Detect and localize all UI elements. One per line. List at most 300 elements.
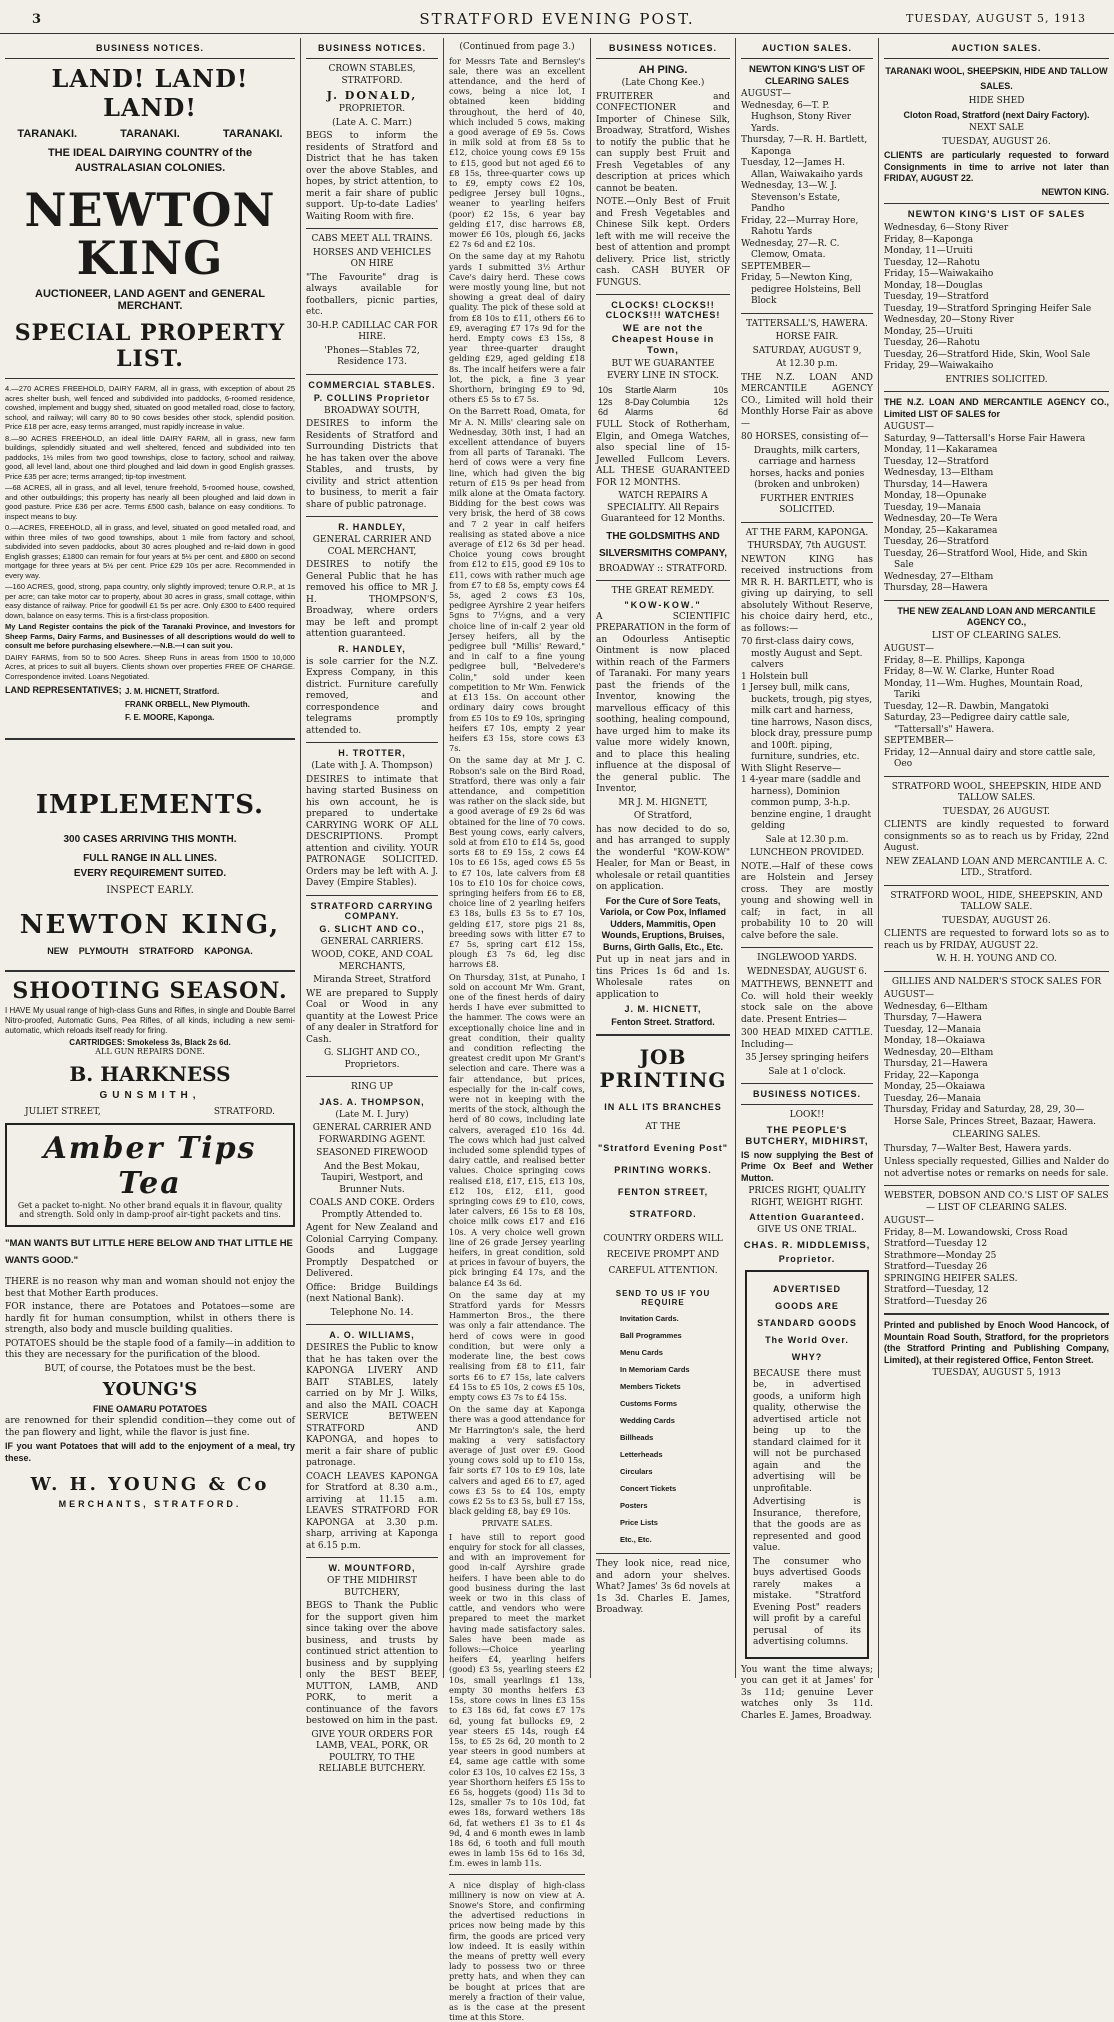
shooting-season-title: SHOOTING SEASON. [12,978,288,1004]
coals-coke: COALS AND COKE. Orders Promptly Attended to. [309,1198,435,1220]
advertised-goods-body: BECAUSE there must be, in advertised goods, a uniform high quality, otherwise the advertised article not being up to the standard claimed for it will not be purchased again and the advertising will be unprofitable. [753,1368,861,1494]
middlemiss-name: CHAS. R. MIDDLEMISS, [743,1239,871,1251]
fenton-street-address: FENTON STREET, [617,1187,709,1197]
give-orders: GIVE YOUR ORDERS FOR LAMB, VEAL, PORK, OR POULTRY, TO THE RELIABLE BUTCHERY. [311,1729,433,1774]
thursday-date: THURSDAY, 7th AUGUST. [747,541,867,551]
office-address: Office: Bridge Buildings (next National Bank). [306,1282,438,1304]
sale-entry: Tuesday, 19—Stratford [884,292,989,302]
of-stratford: Of Stratford, [633,811,693,821]
stratford-town: STRATFORD. [213,1107,275,1117]
entries-solicited: ENTRIES SOLICITED. [945,374,1048,385]
phones: 'Phones—Stables 72, Residence 173. [324,345,420,367]
property-listing: —68 ACRES, all in grass, and all level, tenure freehold, 5-roomed house, cowshed, and other outbuildings; this property has nearly all been ploughed and laid down in good pasture. Price £36 per acre. Terms £500 cash, balance on easy conditions. To inspect means to buy. [5,483,295,521]
cadillac-car: 30-H.P. CADILLAC CAR FOR HIRE. [306,320,438,342]
sale-entry: Tuesday, 26—Stratford Hide, Skin, Wool Sale [884,349,1091,360]
sale-entry: Monday, 18—Opunake [884,491,987,501]
private-sales-heading: PRIVATE SALES. [481,1518,553,1529]
clocks-headline: CLOCKS! CLOCKS!! CLOCKS!!! WATCHES! [605,300,721,320]
collins-body: DESIRES to inform the Residents of Stratford and Surrounding Districts that he has taken over the above Stables, and trusts, by civility and strict attention to business, to merit a fair share of public patronage. [306,419,438,510]
sale-report: On the same day at my Rahotu yards I submitted 3½ Arthur Cave's dairy herd. These cows were mostly young line, but not showing a great deal of dairy quality. The pick of these sold at from £8 10s to £11, others £6 to £9, averaging £7 17s 9d for the herd. Empty cows £3 15s, 8 year three-quarter draught gelding £29, aged gelding £18 8s. The incalf heifers were a fair lot, the pick, a fine 3 year Shorthorn, bringing £9 to 9d, others £5 5s to £7 5s. [449,251,585,405]
rep-name: J. M. HICNETT, Stratford. [125,687,220,696]
potato-paragraph: IF you want Potatoes that will add to the enjoyment of a meal, try these. [5,1441,295,1463]
sale-entry: Thursday, 21—Hawera [884,1059,988,1069]
horse-fair: HORSE FAIR. [775,332,839,342]
farm-kaponga: AT THE FARM, KAPONGA. [745,527,869,538]
advertised-goods-title: ADVERTISED GOODS ARE STANDARD GOODS The World Over. WHY? [757,1283,857,1362]
column-3 [444,38,590,2022]
sale-entry: Tuesday, 12—James H. Allan, Waiwakaiho yards [741,158,863,180]
sale-entry: Friday, 8—W. W. Clarke, Hunter Road [884,667,1055,677]
implements-title: IMPLEMENTS. [35,790,265,820]
clients-notice: CLIENTS are particularly requested to forward Consignments in time to arrive not later than FRIDAY, AUGUST 22. [884,150,1109,183]
webster-dobson-title: WEBSTER, DOBSON AND CO.'S LIST OF SALES— LIST OF CLEARING SALES. [884,1191,1109,1213]
at-the: AT THE [645,1121,681,1132]
sale-entry: Monday, 18—Okaiawa [884,1036,986,1046]
bartlett-item: 1 Holstein bull [741,671,809,682]
ahping-note: NOTE.—Only Best of Fruit and Fresh Vegetables and Chinese Silk kept. Orders left with me will receive the best of attention and prompt delivery. Price list, strictly cash. CASH BUYER OF FUNGUS. [596,197,730,288]
gunsmith: GUNSMITH, [99,1090,201,1101]
gun-repairs: ALL GUN REPAIRS DONE. [95,1047,205,1056]
issue-date: TUESDAY, AUGUST 5, 1913 [906,12,1086,25]
thompson-body: GENERAL CARRIER AND FORWARDING AGENT. [312,1123,432,1145]
ideal-country: THE IDEAL DAIRYING COUNTRY of the AUSTRALASIAN COLONIES. [47,147,253,174]
sale-1-oclock: Sale at 1 o'clock. [768,1066,846,1077]
printer-imprint: Printed and published by Enoch Wood Hancock, of Mountain Road South, Stratford, for the proprietors (the Stratford Printing and Publishing Company, Limited), at their registered Office, Fenton Street. [884,1320,1109,1365]
printing-item: Customs Forms [620,1399,678,1408]
ahping-late: (Late Chong Kee.) [621,78,705,88]
handley-sub: GENERAL CARRIER AND COAL MERCHANT, [312,535,432,557]
tuesday-26-august: TUESDAY, 26 AUGUST. [942,806,1051,817]
harkness-address [25,1107,275,1117]
ring-up: RING UP [351,1082,393,1092]
sale-entry: Saturday, 23—Pedigree dairy cattle sale, "Tattersall's" Hawera. [884,713,1070,735]
handley-body: DESIRES to notify the General Public that he has removed his office to MR J. H. THOMPSON'S, Broadway, where orders may be left and prompt attention guaranteed. [306,560,438,639]
property-listing: —160 ACRES, good, strong, papa country, only slightly improved; tenure O.R.P., at 1s per acre; can take motor car to property, about 30 acres in grass, small cottage, within easy distance of railway. Price for goodwill £1 5s per acre. Only £300 to £400 required down, balance on easy terms. This is a first-class proposition. [5,582,295,620]
gillies-nalder-title: GILLIES AND NALDER'S STOCK SALES FOR [891,976,1102,987]
kowkow-putup: Put up in neat jars and in tins Prices 1s 6d and 1s. Wholesale rates on application to [596,955,730,1000]
sale-entry: Thursday, 7—R. H. Bartlett, Kaponga [741,135,868,157]
millinery-notice: A nice display of high-class millinery is now on view at A. Snowe's Store, and confirming the advertised reductions in prices now being made by this firm, the goods are priced very low indeed. It is easily within the means of pretty well every lady to possess two or three pretty hats, and when they can be bought at prices that are merely a fraction of their value, as is the case at the present time at this Store. [449,1879,585,2022]
crown-stables: CROWN STABLES, STRATFORD. [328,64,416,86]
donald-name: J. DONALD, [326,89,418,102]
alarm-price-table [596,384,730,418]
slicht-name: G. SLICHT AND CO., [319,923,425,934]
bartlett-item: 1 4-year mare (saddle and harness), Dominion common pump, 3-h.p. benzine engine, 1 draught gelding [741,775,872,831]
reps-label: LAND REPRESENTATIVES; [5,685,122,695]
dairy-farms: DAIRY FARMS, from 50 to 500 Acres. Sheep Runs in areas from 1500 to 10,000 Acres, at prices to suit all buyers. Clients shown over properties FREE OF CHARGE. Correspondence invited. Loans Negotiated. [5,652,295,681]
advertised-goods-body: The consumer who buys advertised Goods rarely makes a mistake. "Stratford Evening Post" readers will profit by a careful perusal of its advertising columns. [753,1556,861,1647]
potato-paragraph: are renowned for their splendid condition—they come out of the pan flowery and light, while the flavor is just fine. [5,1416,295,1438]
sale-entry: Monday, 25—Okaiawa [884,1082,986,1092]
clients-forward: CLIENTS are requested to forward lots so as to reach us by FRIDAY, AUGUST 22. [884,929,1109,951]
trotter-late: (Late with J. A. Thompson) [311,761,433,771]
column-5 [736,38,878,1721]
tuesday-26: TUESDAY, AUGUST 26. [942,136,1051,147]
sale-entry: Stratford—Tuesday 26 [884,1296,988,1307]
peoples-butchery: THE PEOPLE'S BUTCHERY, MIDHIRST, [745,1124,869,1147]
trotter-name: H. TROTTER, [338,748,406,758]
potato-paragraph: BUT, of course, the Potatoes must be the best. [44,1363,256,1374]
alarm-price: 10s [713,385,728,395]
sale-entry: SPRINGING HEIFER SALES. [884,1273,1018,1284]
not-cheapest: WE are not the Cheapest House in Town, [611,323,715,356]
advertised-goods-body: Advertising is Insurance, therefore, that the goods are as represented and good value. [753,1497,861,1553]
matthews-body: MATTHEWS, BENNETT and Co. will hold their weekly stock sale on the above date. Present Entries— [741,980,873,1025]
advertised-goods-box [745,1270,869,1659]
sale-entry: Friday, 22—Kaponga [884,1070,979,1081]
alarm-price: 12s 6d [713,397,728,417]
sale-entry: Thursday, 28—Hawera [884,583,988,593]
next-sale: NEXT SALE [969,123,1024,133]
mountford-name: W. MOUNTFORD, [328,1563,416,1573]
telephone: Telephone No. 14. [330,1307,414,1318]
printing-item: Circulars [620,1467,653,1476]
saturday-date: SATURDAY, AUGUST 9, [752,345,862,356]
property-listing: 8.—90 ACRES FREEHOLD, an ideal little DAIRY FARM, all in grass, new farm buildings, splendidly situated and well sheltered, fenced and subdivided into ten paddocks, 1½ miles from two good townships, close to factory, school and railway, good, all level land, about one third ploughed and laid down in good English grasses. Price £35 per acre; terms arranged; tip-top investment. [5,433,295,481]
september-label: SEPTEMBER— [741,261,811,272]
business-notices-heading: BUSINESS NOTICES. [752,1089,861,1099]
newton-king-title: NEWTON KING [24,183,276,285]
cases-arriving: 300 CASES ARRIVING THIS MONTH. [63,834,237,845]
carrying-company: STRATFORD CARRYING COMPANY. [310,900,434,921]
midhirst-butchery: OF THE MIDHIRST BUTCHERY, [326,1576,418,1598]
newspaper-title: STRATFORD EVENING POST. [419,10,695,28]
sale-entry: Friday, 5—Newton King, pedigree Holsteins, Bell Block [741,273,861,306]
man-wants-headline: "MAN WANTS BUT LITTLE HERE BELOW AND THAT LITTLE HE WANTS GOOD." [5,1238,293,1266]
imprint-date: TUESDAY, AUGUST 5, 1913 [932,1368,1061,1378]
cattle-300: 300 HEAD MIXED CATTLE. Including— [741,1028,873,1050]
printing-item: Invitation Cards. [620,1314,679,1323]
stratford-wool-sale: STRATFORD WOOL, HIDE, SHEEPSKIN, AND TALLOW SALE. [890,890,1103,912]
hignett-body: has now decided to do so, and has arranged to supply the wonderful "KOW-KOW" Healer, for Man or Beast, in wholesale or retail quantities on application. [596,824,730,892]
springing-heifers: 35 Jersey springing heifers [745,1053,869,1063]
sale-report: for Messrs Tate and Bernsley's sale, there was an excellent attendance, and the herd of cows, being a nice lot, I obtained keen bidding throughout, the herd of 40, which included 5 cows, making a good average of £9 5s. Cows in milk sold at from £8 5s to £12, choice young cows £9 15s to £15, good but not aged £6 to £8 15s, three-quarter cows up to £9, empty cows £2 10s, pedigree Jersey bull 10gns., weaner to yearling heifers (poor) £2 15s, 6 year bay gelding £17, disc harrows £8, mower £6 10s, plough £6, jacks £2 7s 6d and £2 10s. [449,55,585,250]
proprietor: PROPRIETOR. [338,104,406,114]
potato-paragraph: THERE is no reason why man and woman should not enjoy the best that Mother Earth produces. [5,1277,295,1299]
page-number: 3 [32,12,42,27]
private-sales-body: I have still to report good enquiry for stock for all classes, and with an improvement for good in-calf Ayrshire grade heifers. I have been able to do good business during the last week or two in this class of cattle, and vendors who were prepared to meet the market having made satisfactory sales. Sales have been made as follows:—Choice yearling heifers £4, yearling heifers (good) £3 5s, yearling steers £2 10s, small yearlings £1 13s, empty 30 months heifers £3 15s, store cows in lines £3 15s to £3 18s 6d, fat cows £7 17s 6d, young fat bullocks £9, 2 year steers £5 14s, rough £4 15s, to £5 2s 6d, 20 month to 2 year steers in good numbers at £4, same age cattle with some color £3 10s, 10 calves £2 15s, 3 year Shorthorn heifers £5 15s to £6 5s, hoggets (good) 11s 3d to 12s, smaller 7s to 10s 10d, fat ewes 18s, forward wethers 18s 6d, fat wethers £1 3s to £1 4s 9d, 4 and 6 month ewes in lamb 18s 6d, 6 tooth and full mouth ewes in lamb 15s 6d to 16s 3d, f.m. ewes in lamb 11s. [449,1531,585,1869]
horses-80: 80 HORSES, consisting of— [741,432,869,442]
every-requirement: EVERY REQUIREMENT SUITED. [73,868,227,879]
rep-name: F. E. MOORE, Kaponga. [125,713,215,722]
thompson-late: (Late M. I. Jury) [335,1109,409,1120]
sale-entry: Tuesday, 12—Manaia [884,1024,981,1035]
sale-entry: Tuesday, 19—Stratford Springing Heifer Sale [884,303,1092,314]
sale-entry: AUGUST— [884,1216,935,1226]
alarm-row [596,384,730,396]
horses-on-hire: HORSES AND VEHICLES ON HIRE [312,247,432,269]
printing-item: Letterheads [620,1450,663,1459]
slicht-signature: G. SLIGHT AND CO., Proprietors. [323,1048,421,1070]
sale-entry: Thursday, 7—Hawera [884,1013,982,1023]
potato-paragraph: POTATOES should be the staple food of a family—in addition to this they are necessary for the purification of the blood. [5,1338,295,1360]
goldsmiths-address: BROADWAY :: STRATFORD. [598,563,728,574]
land-representatives [5,685,295,724]
tuesday-august-26: TUESDAY, AUGUST 26. [942,915,1051,926]
full-stock: FULL Stock of Rotherham, Elgin, and Omega Watches, also special line of 15-Jewelled Fullcom Levers. ALL THESE GUARANTEED FOR 12 MONTHS. [596,420,730,488]
sale-entry: Wednesday, 20—Te Wera [884,514,998,524]
kowkow-title: "KOW-KOW." [624,599,702,610]
sale-entry: Monday, 25—Kakaramea [884,525,998,536]
sale-entry: Thursday, Friday and Saturday, 28, 29, 30—Horse Sale, Princes Street, Bazaar, Hawera. [884,1105,1097,1127]
carrying-agent: Agent for New Zealand and Colonial Carrying Company. Goods and Luggage Promptly Despatched or Delivered. [306,1223,438,1279]
hide-shed: HIDE SHED [968,96,1025,106]
commercial-stables: COMMERCIAL STABLES. [308,379,436,390]
ahping-name: AH PING. [638,64,688,76]
cloton-road: Cloton Road, Stratford (next Dairy Factory). [903,109,1090,120]
sale-entry: Tuesday, 26—Stratford [884,537,989,547]
sale-entry: Tuesday, 12—Rahotu [884,257,980,268]
novels-notice: They look nice, read nice, and adorn your shelves. What? James' 3s 6d novels at 1s 3d. Charles E. James, Broadway. [596,1559,730,1615]
sale-entry: Wednesday, 27—R. C. Clemow, Omata. [741,238,840,260]
best-mokau: And the Best Mokau, Taupiri, Westport, and Brunner Nuts. [321,1161,423,1195]
young-and-co: W. H. H. YOUNG AND CO. [936,954,1057,964]
sale-entry: Stratford—Tuesday 26 [884,1262,988,1272]
property-listing: 0.—ACRES, FREEHOLD, all in grass, and level, situated on good metalled road, and within three miles of two good townships, about 1 mile from factory and school, subdivided into seven paddocks, about 30 acres ploughed and re-laid down in good English grasses; £1800 can remain for four years at 5½ per cent. and £800 on second mortgage for three years at 5½ per cent. Price £29 10s per acre. Recommended in every way. [5,523,295,580]
harkness-name: B. HARKNESS [69,1062,231,1086]
inspect-early: INSPECT EARLY. [106,885,194,896]
tattersalls: TATTERSALL'S, HAWERA. [746,318,868,329]
guarantee-line: BUT WE GUARANTEE EVERY LINE IN STOCK. [606,359,720,381]
printing-item: Ball Programmes [620,1331,682,1340]
handley-name: R. HANDLEY, [338,522,406,532]
donald-body: BEGS to inform the residents of Stratford and District that he has taken over the above Stables, and hopes, by strict attention, to merit a fair share of public support. Up-to-date Ladies' Waiting Room with fire. [306,131,438,222]
taranaki-line: TARANAKI. TARANAKI. TARANAKI. [17,128,283,140]
sale-entry: Tuesday, 19—Manaia [884,502,981,513]
sale-entry: Monday, 11—Uruiti [884,246,973,256]
sale-entry: Wednesday, 6—Stony River [884,223,1009,233]
favourite-drag: "The Favourite" drag is always available for footballers, picnic parties, etc. [306,272,438,317]
sale-entry: Thursday, 7—Walter Best, Hawera yards. [884,1143,1072,1154]
sale-entry: AUGUST— [884,990,935,1000]
sale-entry: Friday, 12—Annual dairy and store cattle sale, Oeo [884,747,1096,769]
nz-loan-title: THE N.Z. LOAN AND MERCANTILE AGENCY CO., Limited LIST OF SALES for [884,397,1109,419]
printing-item: Members Tickets [620,1382,681,1391]
stratford-wool-title: STRATFORD WOOL, SHEEPSKIN, HIDE AND TALLOW SALES. [891,781,1102,803]
nz-loan-stratford: NEW ZEALAND LOAN AND MERCANTILE A. C. LTD., Stratford. [885,856,1108,878]
sale-entry: Wednesday, 20—Stony River [884,315,1014,325]
alarm-row [596,396,730,418]
section-heading: BUSINESS NOTICES. [95,43,204,53]
sale-entry: Monday, 18—Douglas [884,280,983,291]
sale-entry: Wednesday, 6—T. P. Hughson, Stony River Yards. [741,100,852,134]
bartlett-body: NEWTON KING has received instructions from MR R. H. BARTLETT, who is giving up dairying, to sell absolutely Without Reserve, his choice dairy herd, etc., as follows:— [741,554,873,634]
sale-entry: Friday, 22—Murray Hore, Rahotu Yards [741,215,859,237]
august-label: AUGUST— [884,422,935,432]
bartlett-item: With Slight Reserve— [741,763,841,774]
clearing-sales-title: LIST OF CLEARING SALES. [931,630,1062,641]
further-entries: FURTHER ENTRIES SOLICITED. [759,493,855,515]
amber-tagline: Get a packet to-night. No other brand equals it in flavour, quality and strength. Sold only in damp-proof air-tight packets and tins. [17,1201,283,1219]
prices-right: PRICES RIGHT, QUALITY RIGHT, WEIGHT RIGHT. [748,1186,866,1208]
special-property-list: SPECIAL PROPERTY LIST. [14,320,286,372]
wood-coke-coal: WOOD, COKE, AND COAL MERCHANTS, [311,950,433,972]
horses-80-body: Draughts, milk carters, carriage and harness horses, hacks and ponies (broken and unbroken) [749,445,865,490]
middlemiss-proprietor: Proprietor. [778,1253,836,1264]
sale-entry: Tuesday, 26—Rahotu [884,338,980,348]
stratford-address: STRATFORD. [629,1209,697,1219]
sale-entry: Tuesday, 12—Stratford [884,456,989,467]
sale-entry: Monday, 11—Wm. Hughes, Mountain Road, Tariki [884,678,1083,700]
fenton-street: Fenton Street. Stratford. [611,1017,715,1027]
printing-items [596,1310,730,1548]
sale-report: On Thursday, 31st, at Punaho, I sold on account Mr Wm. Grant, one of the finest herds of dairy herds I have ever submitted to the hammer. The cows were an exceptionally choice line and in great condition, their quality and condition reflecting the greatest credit upon Mr Grant's selection and care. There was a fair attendance, but prices, especially for the in-calf cows, were not in keeping with the merits of the stock, although the herd of 80 cows, including late calvers, averaged £10 16s 4d. The cows which had just calved included some splendid types of dairy cattle, and realised better values. Choice springing cows realised £18, £17, £15, £13 10s, £12 10s, £12, £11, good springing cows £9 to £10, cows, later calvers, £6 15s to £8 10s, choice milk cows £17 and £16 10s. A very choice well grown line of 26 grade Jersey yearling heifers, in great condition, sold at prices in favour of buyers, the pick bringing £4 17s, and the balance £4 3s 6d. [449,971,585,1288]
look-headline: LOOK!! [789,1110,825,1120]
collins-proprietor: P. COLLINS Proprietor [313,392,431,403]
oamaru-potatoes: FINE OAMARU POTATOES [92,1404,207,1414]
country-orders: COUNTRY ORDERS WILL RECEIVE PROMPT AND CAREFUL ATTENTION. [603,1234,723,1276]
shooting-body: I HAVE My usual range of high-class Guns and Rifles, in single and Double Barrel Nitro-proofed, Automatic Guns, Pea Rifles, of all kinds, including a new semi-automatic, which reloads itself ready for firing. [5,1006,295,1035]
newton-king-sig: NEWTON KING. [1041,186,1109,197]
sale-entry: Friday, 15—Waiwakaiho [884,269,994,279]
coach-times: COACH LEAVES KAPONGA for Stratford at 8.30 a.m., arriving at 11.15 a.m. LEAVES STRATFORD FOR KAPONGA at 3.30 p.m. sharp, arriving at Kaponga at 6.15 p.m. [306,1471,438,1551]
goldsmiths-company: THE GOLDSMITHS AND SILVERSMITHS COMPANY, [599,530,727,559]
williams-body: DESIRES the Public to know that he has taken over the KAPONGA LIVERY AND BAIT STABLES, lately carried on by Mr J. Wilks, and also the MAIL COACH SERVICE BETWEEN STRATFORD AND KAPONGA, and hopes to merit a fair share of public patronage. [306,1343,438,1468]
masthead [0,0,1114,34]
sale-entry: SEPTEMBER— [884,736,954,746]
column-1 [0,38,300,1678]
job-printing-title: JOB PRINTING [599,1044,727,1092]
bartlett-item: 1 Jersey bull, milk cans, buckets, trough, pig styes, milk cart and harness, tine harrows, Nason discs, block dray, pressure pump and 100ft. piping, furniture, sundries, etc. [741,683,873,762]
sale-entry: Friday, 8—M. Lowandowski, Cross Road [884,1227,1068,1238]
sale-report: On the Barrett Road, Omata, for Mr A. N. Mills' clearing sale on Wednesday, 30th inst, I had an excellent attendance of buyers from all parts of Taranaki. The herd of cows were a very fine line, which had given the big return of £15 9s per head from milk alone at the Omata factory. Bidding for the best cows was very brisk, the herd of 38 cows and 7 2 year in calf heifers realising as stated above a nice average of £12 6s 3d per head. Choice young cows brought from £12 to £15, good £9 10s to £11, cows with rather much age from £7 to £8 5s, empty cows £4 5s, aged 2 cows £3 10s, pedigree Ayrshire 2 year heifers 5gns to 7½gns, and a very choice line of in-calf 2 year old Jersey heifers, all by the pedigree bull "Millis' Reward," and in calf to a fine young pedigree bull, "Belvedere's Colin," sold under keen competition to Mr Wm. Fenwick at £13 15s. On account other ordinary dairy cows brought from £5 10s to £9 10s, springing heifers £7 10s, empty 2 year heifers £3 15s, store cows £3 7s. [449,406,585,754]
one-trial: GIVE US ONE TRIAL. [757,1225,857,1235]
great-remedy: THE GREAT REMEDY. [611,586,715,596]
sale-entry: Wednesday, 27—Eltham [884,571,994,582]
alarm-item: 8-Day Columbia Alarms [624,397,690,417]
hignett-signature: J. M. HICNETT, [624,1004,702,1014]
full-range: FULL RANGE IN ALL LINES. [83,853,217,864]
column-6 [879,38,1114,1678]
sale-entry: Wednesday, 20—Eltham [884,1047,994,1058]
sale-report: On the same day at Kaponga there was a good attendance for Mr Harrington's sale, the herd making a very satisfactory average of just over £9. Good young cows sold up to £10 15s, fair sorts £7 10s to £9 10s, late calvers and aged £6 to £7, aged cows £3 5s to £4 10s, empty cows £2 5s to £3 5s, bull £7 15s, black gelding £8, bay £9 10s. [449,1404,585,1517]
nz-loan-mercantile: THE NEW ZEALAND LOAN AND MERCANTILE AGENCY CO., [897,605,1096,627]
wh-young-signature: W. H. YOUNG & Co [30,1474,270,1495]
column-2 [301,38,443,1774]
all-branches: IN ALL ITS BRANCHES [604,1101,722,1112]
august-label: AUGUST— [741,89,792,99]
hignett-name: MR J. M. HIGNETT, [618,797,708,808]
land-register: My Land Register contains the pick of the Taranaki Province, and Investors for Sheep Farms, Dairy Farms, and Businesses of all descriptions would do well to consult me before purchasing elsewhere.—N.B.—I can suit you. [5,622,295,650]
auctioneer-line: AUCTIONEER, LAND AGENT and GENERAL MERCHANT. [35,288,265,312]
kowkow-cure: For the Cure of Sore Teats, Variola, or Cow Pox, Inflamed Udders, Mammitis, Open Wounds, Eruptions, Bruises, Burns, Girth Galls, Etc., Etc. [599,895,727,952]
watch-repairs: WATCH REPAIRS A SPECIALITY. All Repairs Guaranteed for 12 Months. [600,491,726,524]
send-to-us: SEND TO US IF YOU REQUIRE [615,1289,711,1307]
broadway-south: BROADWAY SOUTH, [323,405,421,416]
luncheon: LUNCHEON PROVIDED. [749,848,864,858]
holstein-note: NOTE.—Half of these cows are Holstein and Jersey cross. They are mostly young and showing well in calf; in fact, in all probability 10 to 20 will calve before the sale. [741,861,873,941]
sale-entry: Tuesday, 26—Manaia [884,1093,981,1104]
williams-name: A. O. WILLIAMS, [329,1330,415,1340]
juliet-street: JULIET STREET, [25,1107,101,1117]
nz-loan-body: THE N.Z. LOAN AND MERCANTILE AGENCY CO., Limited will hold their Monthly Horse Fair as above— [741,372,873,429]
column-4 [591,38,735,1678]
sale-entry: Stratford—Tuesday, 12 [884,1285,989,1295]
merchants-stratford: MERCHANTS, STRATFORD. [58,1499,242,1509]
sale-entry: Saturday, 9—Tattersall's Horse Fair Hawera [884,433,1086,444]
alarm-item: Startle Alarm [624,385,677,395]
handley-name: R. HANDLEY, [338,643,406,654]
sale-report: On the same day at Mr J. C. Robson's sale on the Bird Road, Stratford, there was only a fair attendance, and competition was rather on the slack side, but a good average of £9 2s 6d was obtained for the line of 70 cows. Best young cows, early calvers, sold at from £10 to £14 5s, good sorts £8 to £9 15s, 2 cows £4 10s to £6 15s, aged cows £5 5s to £7 10s, late calvers from £8 10s to £10 10s for choice cows, springing heifers from £6 to £8, choice line of 2 yearling heifers £3 18s, bulls £3 5s to £7 10s, gelding £17, store pigs 21 8s, breeding sows with litter £7 to £7 5s, spring cart £12 15s, plough £3 7s 6d, leg disc harrows £8. [449,755,585,970]
miranda-street: Miranda Street, Stratford [313,975,431,985]
printing-item: Wedding Cards [620,1416,675,1425]
nk-sales-title: NEWTON KING'S LIST OF SALES [907,209,1086,220]
sale-entry: Wednesday, 13—W. J. Stevenson's Estate, Pandho [741,181,841,214]
slicht-sub: GENERAL CARRIERS. [320,936,424,947]
alarm-price: 12s 6d [598,397,613,417]
trotter-body: DESIRES to intimate that having started Business on his own account, he is prepared to undertake CARRYING WORK OF ALL DESCRIPTIONS. Prompt attention and civility. YOUR PATRONAGE SOLICITED. Orders may be left with A. J. Davey (Empire Stables). [306,774,438,888]
amber-tips-tea-ad [5,1123,295,1227]
taranaki-wool: TARANAKI WOOL, SHEEPSKIN, HIDE AND TALLOW SALES. [885,66,1108,91]
printing-item: Concert Tickets [620,1484,677,1493]
youngs-title: YOUNG'S [102,1379,198,1400]
nk-clearing-title: NEWTON KING'S LIST OF CLEARING SALES [748,64,866,87]
cabs-meet: CABS MEET ALL TRAINS. [311,234,433,244]
sale-report: On the same day at my Stratford yards for Messrs Hammerton Bros., the there was only a fair attendance. The herd of cows were in good condition, but were only a moderate line, the best cows realising from £8 to £11, fair sorts £6 to £7 15s, late calvers £4 15s to £5 10s, 2 cows £5 10s, empty cows £3 7s to £4 15s. [449,1289,585,1402]
sale-entry: Strathmore—Monday 25 [884,1250,997,1261]
handley2-body: is sole carrier for the N.Z. Express Company, in this district. Furniture carefully removed, and correspondence and telegrams promptly attended to. [306,656,438,736]
sale-entry: AUGUST— [884,644,935,654]
bartlett-item: 70 first-class dairy cows, mostly August and Sept. calvers [741,637,863,670]
evening-post-name: "Stratford Evening Post" [597,1143,729,1153]
implement-towns: NEW PLYMOUTH STRATFORD KAPONGA. [47,946,253,956]
sale-time: Sale at 12.30 p.m. [765,834,849,845]
land-headline: LAND! LAND! LAND! [51,64,249,122]
sale-entry: Monday, 25—Uruiti [884,326,973,337]
thompson-name: JAS. A. THOMPSON, [319,1096,425,1107]
mountford-body: BEGS to Thank the Public for the support given him since taking over the above business, and trusts by continued strict attention to business and by supplying only the BEST BEEF, MUTTON, LAMB, AND PORK, to merit a continuance of the favors bestowed on him in the past. [306,1601,438,1726]
section-heading: BUSINESS NOTICES. [608,43,717,53]
time-1230: At 12.30 p.m. [776,359,838,369]
printing-item: Price Lists [620,1518,658,1527]
late-marr: (Late A. C. Marr.) [332,117,412,128]
printing-item: Etc., Etc. [620,1535,652,1544]
now-supplying: IS now supplying the Best of Prime Ox Beef and Wether Mutton. [741,1149,873,1183]
sale-entry: Friday, 8—Kaponga [884,234,974,245]
alarm-price: 10s [598,385,613,395]
clients-request: CLIENTS are kindly requested to forward consignments so as to reach us by Friday, 22nd August. [884,820,1109,853]
sale-entry: Monday, 11—Kakaramea [884,445,998,455]
attention-guaranteed: Attention Guaranteed. [749,1212,865,1222]
printing-item: Menu Cards [620,1348,663,1357]
property-listing: 4.—270 ACRES FREEHOLD, DAIRY FARM, all in grass, with exception of about 25 acres shelter bush, well fenced and subdivided into paddocks, 6-roomed residence, cowshed, implement and buggy shed, situated on good metalled road, close to factory, school, and railway; will carry 80 to 90 cows besides other stock, splendid position. Price £18 per acre, easy terms arranged, must rapidly increase in value. [5,384,295,431]
section-heading: BUSINESS NOTICES. [317,43,426,53]
sale-entry: Wednesday, 6—Eltham [884,1001,988,1012]
sale-entry: Tuesday, 12—R. Dawbin, Mangatoki [884,701,1049,712]
section-heading: AUCTION SALES. [951,43,1042,53]
slicht-body: WE are prepared to Supply Coal or Wood in any quantity at the Lowest Price of any dealer in Stratford for Cash. [306,988,438,1045]
levers-notice: You want the time always; you can get it at James' for 3s 11d; genuine Lever watches only 3s 11d. Charles E. James, Broadway. [741,1664,873,1721]
sale-entry: Tuesday, 26—Stratford Wool, Hide, and Skin Sale [884,548,1088,570]
gillies-clearing: CLEARING SALES. [952,1130,1041,1140]
continued-note: (Continued from page 3.) [459,42,575,52]
inglewood-yards: INGLEWOOD YARDS. [757,953,857,963]
newton-king-implements: NEWTON KING, [19,910,281,940]
amber-tips-logo: Amber Tips Tea [43,1131,257,1201]
cartridges: CARTRIDGES: Smokeless 3s, Black 2s 6d. [69,1038,231,1047]
sale-entry: Friday, 29—Waiwakaiho [884,361,994,371]
printing-works: PRINTING WORKS. [614,1165,712,1175]
wednesday-date: WEDNESDAY, AUGUST 6. [747,966,867,977]
sale-entry: Thursday, 14—Hawera [884,479,988,490]
sale-entry: Wednesday, 13—Eltham [884,468,994,478]
section-heading: AUCTION SALES. [761,43,852,53]
potato-paragraph: FOR instance, there are Potatoes and Potatoes—some are hardly fit for human consumption, whilst in others there is strength, also body and muscle building qualities. [5,1302,295,1335]
sale-entry: Friday, 8—E. Phillips, Kaponga [884,655,1025,666]
printing-item: In Memoriam Cards [620,1365,690,1374]
sale-entry: Stratford—Tuesday 12 [884,1239,988,1249]
kowkow-body: A SCIENTIFIC PREPARATION in the form of an Odourless Antiseptic Ointment is now placed within reach of the Farmers of Taranaki. For many years past the friends of the Inventor, knowing the marvellous efficacy of this soothing, healing compound, have urged him to make its value more widely known, and to place this healing influence at the disposal of the general public. The Inventor, [596,611,730,794]
